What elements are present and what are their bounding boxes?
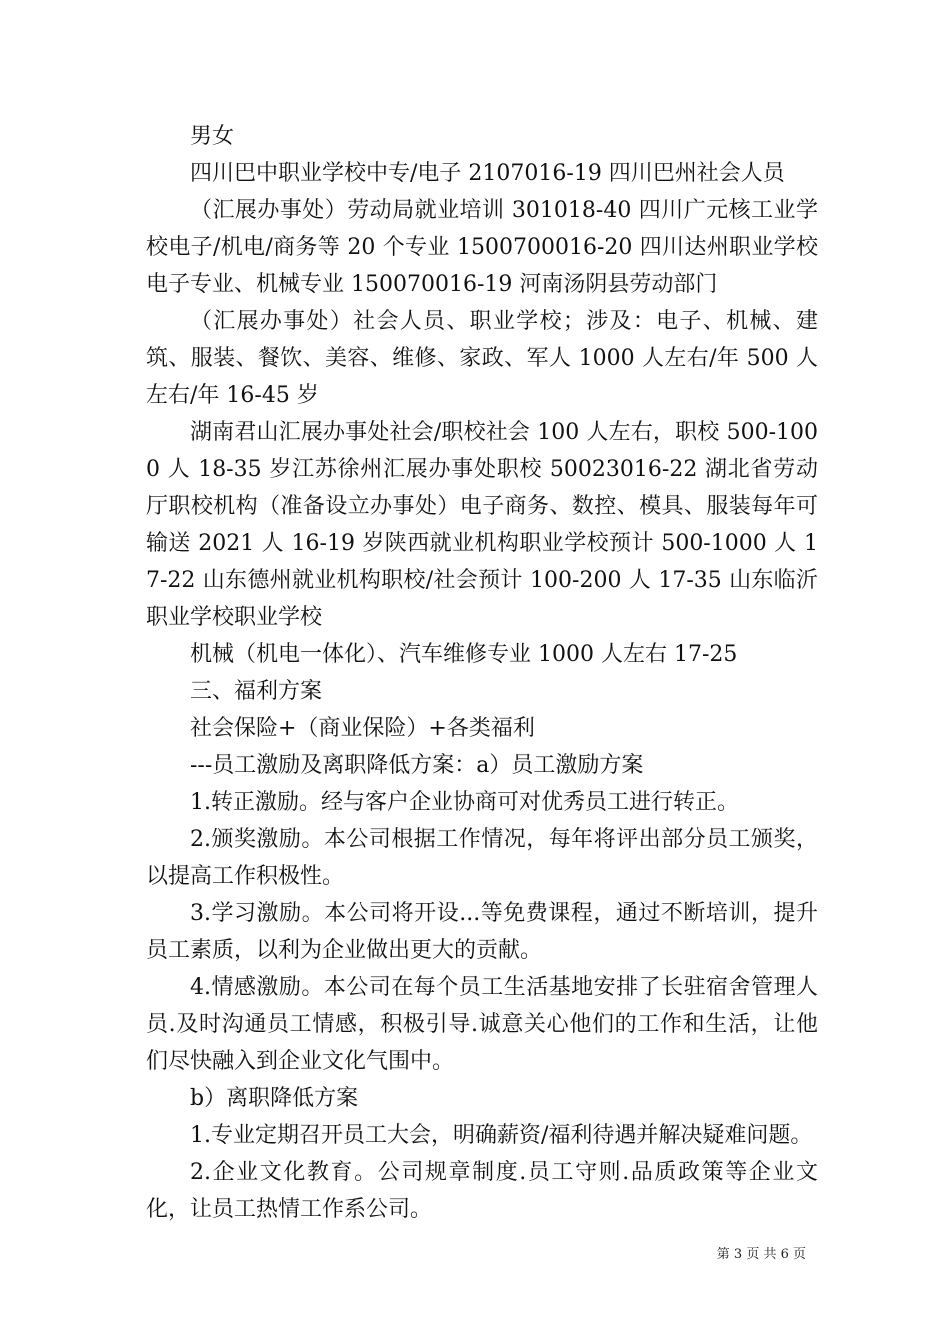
paragraph: ---员工激励及离职降低方案：a）员工激励方案 (190, 753, 644, 778)
list-item: 2.颁奖激励。本公司根据工作情况，每年将评出部分员工颁奖，以提高工作积极性。 (146, 827, 818, 889)
list-item: 1.专业定期召开员工大会，明确薪资/福利待遇并解决疑难问题。 (190, 1123, 813, 1148)
document-body (146, 118, 818, 1228)
paragraph: 社会保险+（商业保险）+各类福利 (190, 716, 535, 741)
page-number: 第 3 页 共 6 页 (716, 1247, 806, 1262)
subsection-heading: b）离职降低方案 (190, 1086, 359, 1111)
list-item: 1.转正激励。经与客户企业协商可对优秀员工进行转正。 (190, 790, 739, 815)
list-item: 2.企业文化教育。公司规章制度.员工守则.品质政策等企业文化，让员工热情工作系公司。 (146, 1160, 818, 1222)
paragraph: （汇展办事处）劳动局就业培训 301018-40 四川广元核工业学校电子/机电/商务等 20 个专业 1500700016-20 四川达州职业学校电子专业、机械专业 150070016-19 河南汤阴县劳动部门 (146, 198, 818, 297)
section-heading: 三、福利方案 (190, 679, 323, 704)
paragraph: （汇展办事处）社会人员、职业学校；涉及：电子、机械、建筑、服装、餐饮、美容、维修、家政、军人 1000 人左右/年 500 人左右/年 16-45 岁 (146, 309, 818, 408)
paragraph: 四川巴中职业学校中专/电子 2107016-19 四川巴州社会人员 (190, 161, 785, 186)
paragraph: 男女 (190, 124, 235, 149)
paragraph: 机械（机电一体化）、汽车维修专业 1000 人左右 17-25 (190, 642, 738, 667)
list-item: 4.情感激励。本公司在每个员工生活基地安排了长驻宿舍管理人员.及时沟通员工情感，积极引导.诚意关心他们的工作和生活，让他们尽快融入到企业文化气围中。 (146, 975, 818, 1074)
paragraph: 湖南君山汇展办事处社会/职校社会 100 人左右，职校 500-1000 人 18-35 岁江苏徐州汇展办事处职校 50023016-22 湖北省劳动厅职校机构（准备设立办事处）电子商务、数控、模具、服装每年可输送 2021 人 16-19 岁陕西就业机构职业学校预计 500-1000 人 17-22 山东德州就业机构职校/社会预计 100-200 人 17-35 山东临沂职业学校职业学校 (146, 420, 818, 630)
list-item: 3.学习激励。本公司将开设...等免费课程，通过不断培训，提升员工素质，以利为企业做出更大的贡献。 (146, 901, 818, 963)
